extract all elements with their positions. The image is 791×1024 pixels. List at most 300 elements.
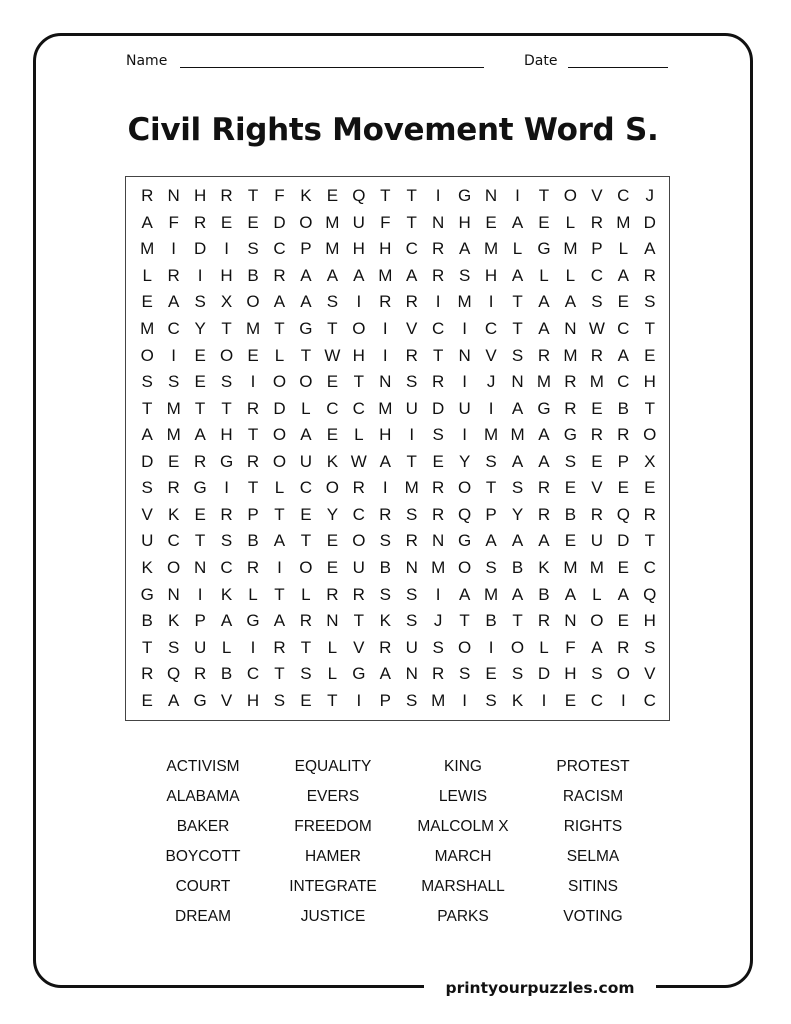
grid-cell[interactable]: E [300, 690, 312, 710]
grid-cell[interactable]: I [435, 186, 441, 206]
grid-cell[interactable]: A [353, 265, 365, 285]
grid-cell[interactable]: K [167, 611, 180, 631]
grid-cell[interactable]: G [140, 584, 154, 604]
grid-cell[interactable]: L [565, 212, 576, 232]
grid-cell[interactable]: R [379, 637, 392, 657]
grid-cell[interactable]: T [142, 637, 153, 657]
grid-cell[interactable]: T [194, 398, 206, 418]
grid-cell[interactable]: S [220, 372, 233, 392]
grid-cell[interactable]: J [486, 372, 496, 392]
grid-cell[interactable]: R [167, 265, 180, 285]
grid-cell[interactable]: E [564, 478, 577, 498]
grid-cell[interactable]: B [220, 664, 233, 684]
grid-cell[interactable]: A [194, 425, 206, 445]
name-line[interactable] [180, 67, 484, 68]
grid-cell[interactable]: T [274, 504, 285, 524]
grid-cell[interactable]: K [379, 611, 391, 631]
grid-cell[interactable]: L [274, 478, 285, 498]
grid-cell[interactable]: S [379, 584, 391, 604]
grid-cell[interactable]: Q [167, 664, 181, 684]
grid-cell[interactable]: T [194, 531, 206, 551]
grid-cell[interactable]: N [511, 372, 524, 392]
grid-cell[interactable]: T [353, 372, 365, 392]
grid-cell[interactable]: O [643, 425, 657, 445]
grid-cell[interactable]: I [277, 557, 282, 577]
grid-cell[interactable]: I [462, 372, 467, 392]
grid-cell[interactable]: P [194, 611, 206, 631]
grid-cell[interactable]: I [171, 239, 177, 259]
grid-cell[interactable]: A [406, 265, 418, 285]
grid-cell[interactable]: O [272, 372, 287, 392]
grid-cell[interactable]: I [435, 292, 441, 312]
grid-cell[interactable]: R [590, 212, 603, 232]
grid-cell[interactable]: I [224, 478, 229, 498]
grid-cell[interactable]: D [193, 239, 207, 259]
grid-cell[interactable]: V [644, 664, 656, 684]
grid-cell[interactable]: V [406, 319, 418, 339]
grid-cell[interactable]: E [326, 531, 339, 551]
grid-cell[interactable]: T [459, 611, 470, 631]
grid-cell[interactable]: M [431, 557, 446, 577]
grid-cell[interactable]: S [194, 292, 206, 312]
grid-cell[interactable]: A [511, 212, 524, 232]
grid-cell[interactable]: L [539, 265, 549, 285]
grid-cell[interactable]: E [167, 451, 180, 471]
grid-cell[interactable]: L [539, 637, 549, 657]
grid-cell[interactable]: R [193, 664, 207, 684]
grid-cell[interactable]: R [405, 292, 418, 312]
grid-cell[interactable]: V [353, 637, 365, 657]
grid-cell[interactable]: G [458, 186, 472, 206]
grid-cell[interactable]: I [462, 690, 467, 710]
grid-cell[interactable]: T [512, 319, 523, 339]
grid-cell[interactable]: V [591, 478, 603, 498]
grid-cell[interactable]: H [193, 186, 207, 206]
grid-cell[interactable]: M [404, 478, 419, 498]
grid-cell[interactable]: U [352, 212, 365, 232]
grid-cell[interactable]: N [432, 212, 445, 232]
grid-cell[interactable]: U [193, 637, 207, 657]
grid-cell[interactable]: S [432, 425, 444, 445]
grid-cell[interactable]: E [300, 504, 312, 524]
grid-cell[interactable]: H [220, 265, 233, 285]
grid-cell[interactable]: A [273, 611, 286, 631]
grid-cell[interactable]: A [538, 292, 550, 312]
grid-cell[interactable]: G [537, 398, 551, 418]
grid-cell[interactable]: I [515, 186, 520, 206]
grid-cell[interactable]: W [324, 345, 341, 365]
grid-cell[interactable]: S [458, 265, 471, 285]
grid-cell[interactable]: Q [643, 584, 657, 604]
grid-cell[interactable]: O [616, 664, 630, 684]
grid-cell[interactable]: R [432, 372, 445, 392]
grid-cell[interactable]: O [458, 557, 472, 577]
grid-cell[interactable]: T [300, 531, 312, 551]
grid-cell[interactable]: J [645, 186, 655, 206]
grid-cell[interactable]: S [220, 531, 233, 551]
grid-cell[interactable]: G [246, 611, 260, 631]
grid-cell[interactable]: S [167, 372, 180, 392]
grid-cell[interactable]: P [379, 690, 391, 710]
grid-cell[interactable]: C [617, 372, 630, 392]
grid-cell[interactable]: L [301, 398, 311, 418]
grid-cell[interactable]: A [538, 451, 550, 471]
grid-cell[interactable]: O [510, 637, 525, 657]
grid-cell[interactable]: T [485, 478, 497, 498]
grid-cell[interactable]: S [591, 664, 603, 684]
grid-cell[interactable]: B [538, 584, 550, 604]
grid-cell[interactable]: B [617, 398, 629, 418]
grid-cell[interactable]: M [325, 239, 340, 259]
grid-cell[interactable]: R [617, 425, 630, 445]
grid-cell[interactable]: I [488, 637, 494, 657]
grid-cell[interactable]: E [326, 372, 339, 392]
grid-cell[interactable]: T [274, 584, 285, 604]
grid-cell[interactable]: A [617, 584, 629, 604]
grid-cell[interactable]: Y [194, 319, 206, 339]
grid-cell[interactable]: S [273, 690, 286, 710]
grid-cell[interactable]: I [250, 372, 256, 392]
grid-cell[interactable]: W [350, 451, 367, 471]
grid-cell[interactable]: R [405, 345, 418, 365]
grid-cell[interactable]: W [588, 319, 605, 339]
grid-cell[interactable]: N [405, 664, 418, 684]
grid-cell[interactable]: S [406, 504, 418, 524]
grid-cell[interactable]: L [142, 265, 152, 285]
grid-cell[interactable]: C [643, 557, 656, 577]
grid-cell[interactable]: K [220, 584, 233, 604]
grid-cell[interactable]: O [219, 345, 234, 365]
grid-cell[interactable]: H [352, 239, 365, 259]
grid-cell[interactable]: R [643, 265, 656, 285]
grid-cell[interactable]: I [409, 425, 415, 445]
grid-cell[interactable]: L [274, 345, 285, 365]
grid-cell[interactable]: N [564, 611, 577, 631]
grid-cell[interactable]: T [327, 690, 338, 710]
grid-cell[interactable]: C [643, 690, 656, 710]
grid-cell[interactable]: A [379, 451, 391, 471]
grid-cell[interactable]: T [300, 637, 312, 657]
grid-cell[interactable]: R [220, 186, 233, 206]
grid-cell[interactable]: R [326, 584, 339, 604]
grid-cell[interactable]: A [167, 690, 180, 710]
grid-cell[interactable]: P [617, 451, 629, 471]
grid-cell[interactable]: A [458, 239, 471, 259]
grid-cell[interactable]: I [250, 637, 256, 657]
grid-cell[interactable]: S [300, 664, 312, 684]
grid-cell[interactable]: R [193, 212, 207, 232]
grid-cell[interactable]: M [510, 425, 525, 445]
grid-cell[interactable]: C [220, 557, 233, 577]
grid-cell[interactable]: E [141, 690, 153, 710]
grid-cell[interactable]: T [644, 319, 655, 339]
grid-cell[interactable]: S [511, 664, 524, 684]
grid-cell[interactable]: M [483, 239, 499, 259]
grid-cell[interactable]: A [617, 265, 629, 285]
grid-cell[interactable]: T [142, 398, 153, 418]
grid-cell[interactable]: E [644, 345, 656, 365]
grid-cell[interactable]: O [167, 557, 181, 577]
grid-cell[interactable]: E [326, 425, 339, 445]
grid-cell[interactable]: M [166, 398, 181, 418]
grid-cell[interactable]: I [197, 265, 203, 285]
grid-cell[interactable]: L [327, 664, 338, 684]
grid-cell[interactable]: U [141, 531, 154, 551]
grid-cell[interactable]: R [246, 557, 260, 577]
grid-cell[interactable]: U [299, 451, 313, 471]
grid-cell[interactable]: T [512, 292, 523, 312]
grid-cell[interactable]: B [379, 557, 391, 577]
grid-cell[interactable]: L [565, 265, 576, 285]
grid-cell[interactable]: Y [326, 504, 339, 524]
grid-cell[interactable]: S [326, 292, 339, 312]
grid-cell[interactable]: O [458, 478, 472, 498]
grid-cell[interactable]: C [299, 478, 313, 498]
grid-cell[interactable]: F [380, 212, 391, 232]
grid-cell[interactable]: S [644, 292, 656, 312]
grid-cell[interactable]: X [220, 292, 233, 312]
grid-cell[interactable]: D [273, 398, 286, 418]
grid-cell[interactable]: H [564, 664, 577, 684]
grid-cell[interactable]: H [379, 239, 392, 259]
grid-cell[interactable]: Q [352, 186, 366, 206]
grid-cell[interactable]: F [168, 212, 179, 232]
grid-cell[interactable]: R [246, 451, 260, 471]
grid-cell[interactable]: S [141, 372, 153, 392]
grid-cell[interactable]: S [591, 292, 603, 312]
grid-cell[interactable]: T [327, 319, 338, 339]
grid-cell[interactable]: M [457, 292, 472, 312]
grid-cell[interactable]: T [300, 345, 312, 365]
grid-cell[interactable]: G [193, 690, 207, 710]
grid-cell[interactable]: R [352, 478, 365, 498]
grid-cell[interactable]: M [483, 425, 499, 445]
grid-cell[interactable]: A [300, 265, 312, 285]
grid-cell[interactable]: O [299, 557, 313, 577]
grid-cell[interactable]: M [245, 319, 261, 339]
grid-cell[interactable]: D [537, 664, 551, 684]
grid-cell[interactable]: L [618, 239, 629, 259]
grid-cell[interactable]: R [379, 504, 392, 524]
grid-cell[interactable]: G [458, 531, 472, 551]
grid-cell[interactable]: A [167, 292, 180, 312]
grid-cell[interactable]: T [406, 451, 417, 471]
grid-cell[interactable]: E [564, 690, 577, 710]
grid-cell[interactable]: S [167, 637, 180, 657]
grid-cell[interactable]: A [458, 584, 471, 604]
grid-cell[interactable]: M [589, 557, 604, 577]
grid-cell[interactable]: I [462, 425, 467, 445]
grid-cell[interactable]: E [194, 504, 206, 524]
grid-cell[interactable]: E [538, 212, 550, 232]
grid-cell[interactable]: P [300, 239, 312, 259]
grid-cell[interactable]: A [141, 425, 153, 445]
grid-cell[interactable]: D [617, 531, 630, 551]
grid-cell[interactable]: O [590, 611, 604, 631]
grid-cell[interactable]: C [326, 398, 339, 418]
grid-cell[interactable]: C [484, 319, 498, 339]
grid-cell[interactable]: S [247, 239, 259, 259]
grid-cell[interactable]: U [352, 557, 365, 577]
grid-cell[interactable]: S [379, 531, 391, 551]
grid-cell[interactable]: A [141, 212, 153, 232]
grid-cell[interactable]: K [141, 557, 153, 577]
grid-cell[interactable]: E [326, 557, 339, 577]
grid-cell[interactable]: V [141, 504, 153, 524]
grid-cell[interactable]: S [432, 637, 444, 657]
grid-cell[interactable]: G [352, 664, 366, 684]
grid-cell[interactable]: L [512, 239, 523, 259]
grid-cell[interactable]: T [221, 398, 232, 418]
grid-cell[interactable]: L [248, 584, 258, 604]
grid-cell[interactable]: S [485, 557, 497, 577]
grid-cell[interactable]: S [644, 637, 656, 657]
grid-cell[interactable]: O [325, 478, 339, 498]
grid-cell[interactable]: S [406, 690, 418, 710]
grid-cell[interactable]: H [484, 265, 498, 285]
grid-cell[interactable]: H [643, 372, 656, 392]
grid-cell[interactable]: S [406, 584, 418, 604]
grid-cell[interactable]: R [432, 504, 445, 524]
grid-cell[interactable]: A [300, 292, 312, 312]
grid-cell[interactable]: R [617, 637, 630, 657]
grid-cell[interactable]: P [247, 504, 259, 524]
grid-cell[interactable]: R [537, 504, 551, 524]
grid-cell[interactable]: L [301, 584, 311, 604]
grid-cell[interactable]: R [220, 504, 233, 524]
grid-cell[interactable]: O [563, 186, 578, 206]
grid-cell[interactable]: S [511, 345, 524, 365]
grid-cell[interactable]: I [171, 345, 177, 365]
grid-cell[interactable]: R [590, 425, 603, 445]
grid-cell[interactable]: P [485, 504, 497, 524]
grid-cell[interactable]: S [485, 690, 497, 710]
grid-cell[interactable]: E [617, 611, 629, 631]
grid-cell[interactable]: N [432, 531, 445, 551]
grid-cell[interactable]: K [300, 186, 312, 206]
grid-cell[interactable]: M [378, 265, 393, 285]
grid-cell[interactable]: F [565, 637, 576, 657]
grid-cell[interactable]: T [353, 611, 365, 631]
grid-cell[interactable]: R [564, 398, 577, 418]
grid-cell[interactable]: B [247, 531, 259, 551]
grid-cell[interactable]: I [488, 292, 494, 312]
grid-cell[interactable]: E [591, 451, 603, 471]
grid-cell[interactable]: I [356, 690, 362, 710]
grid-cell[interactable]: R [141, 664, 154, 684]
grid-cell[interactable]: J [433, 611, 443, 631]
grid-cell[interactable]: I [224, 239, 229, 259]
grid-cell[interactable]: C [167, 531, 180, 551]
grid-cell[interactable]: N [167, 186, 180, 206]
grid-cell[interactable]: A [511, 265, 524, 285]
grid-cell[interactable]: T [432, 345, 444, 365]
grid-cell[interactable]: S [564, 451, 577, 471]
grid-cell[interactable]: D [141, 451, 154, 471]
grid-cell[interactable]: M [563, 557, 578, 577]
grid-cell[interactable]: R [273, 265, 286, 285]
grid-cell[interactable]: K [511, 690, 524, 710]
grid-cell[interactable]: E [617, 292, 629, 312]
grid-cell[interactable]: R [643, 504, 656, 524]
grid-cell[interactable]: T [247, 186, 259, 206]
grid-cell[interactable]: A [538, 425, 550, 445]
grid-cell[interactable]: R [537, 478, 551, 498]
grid-cell[interactable]: N [484, 186, 498, 206]
grid-cell[interactable]: L [592, 584, 602, 604]
grid-cell[interactable]: V [485, 345, 497, 365]
grid-cell[interactable]: M [166, 425, 181, 445]
grid-cell[interactable]: A [564, 584, 577, 604]
grid-cell[interactable]: M [616, 212, 631, 232]
grid-cell[interactable]: R [141, 186, 154, 206]
grid-cell[interactable]: T [644, 531, 655, 551]
grid-cell[interactable]: D [273, 212, 286, 232]
grid-cell[interactable]: G [299, 319, 313, 339]
grid-cell[interactable]: K [538, 557, 550, 577]
grid-cell[interactable]: E [617, 557, 629, 577]
grid-cell[interactable]: R [432, 478, 445, 498]
grid-cell[interactable]: I [197, 584, 203, 604]
grid-cell[interactable]: V [220, 690, 233, 710]
grid-cell[interactable]: I [382, 319, 388, 339]
grid-cell[interactable]: E [220, 212, 233, 232]
grid-cell[interactable]: S [141, 478, 153, 498]
grid-cell[interactable]: T [247, 478, 259, 498]
grid-cell[interactable]: C [273, 239, 286, 259]
grid-cell[interactable]: V [591, 186, 603, 206]
grid-cell[interactable]: E [617, 478, 629, 498]
grid-cell[interactable]: U [405, 398, 418, 418]
grid-cell[interactable]: A [511, 451, 524, 471]
grid-cell[interactable]: C [590, 690, 603, 710]
grid-cell[interactable]: A [220, 611, 233, 631]
grid-cell[interactable]: G [193, 478, 207, 498]
grid-cell[interactable]: T [274, 664, 285, 684]
grid-cell[interactable]: O [352, 319, 366, 339]
grid-cell[interactable]: H [458, 212, 471, 232]
grid-cell[interactable]: R [432, 265, 445, 285]
grid-cell[interactable]: A [273, 531, 286, 551]
grid-cell[interactable]: R [379, 292, 392, 312]
grid-cell[interactable]: T [247, 425, 259, 445]
grid-cell[interactable]: D [432, 398, 445, 418]
grid-cell[interactable]: E [141, 292, 153, 312]
grid-cell[interactable]: I [356, 292, 362, 312]
grid-cell[interactable]: T [538, 186, 550, 206]
grid-cell[interactable]: A [273, 292, 286, 312]
grid-cell[interactable]: S [485, 451, 497, 471]
grid-cell[interactable]: R [590, 504, 603, 524]
grid-cell[interactable]: A [485, 531, 497, 551]
grid-cell[interactable]: R [537, 345, 551, 365]
grid-cell[interactable]: X [644, 451, 656, 471]
date-line[interactable] [568, 67, 668, 68]
grid-cell[interactable]: O [299, 212, 313, 232]
grid-cell[interactable]: R [246, 398, 260, 418]
grid-cell[interactable]: I [462, 319, 467, 339]
grid-cell[interactable]: R [167, 478, 180, 498]
grid-cell[interactable]: O [299, 372, 313, 392]
grid-cell[interactable]: N [379, 372, 392, 392]
grid-cell[interactable]: R [352, 584, 365, 604]
grid-cell[interactable]: H [643, 611, 656, 631]
grid-cell[interactable]: T [512, 611, 523, 631]
grid-cell[interactable]: F [274, 186, 285, 206]
grid-cell[interactable]: T [406, 186, 417, 206]
grid-cell[interactable]: S [511, 478, 524, 498]
grid-cell[interactable]: T [274, 319, 285, 339]
